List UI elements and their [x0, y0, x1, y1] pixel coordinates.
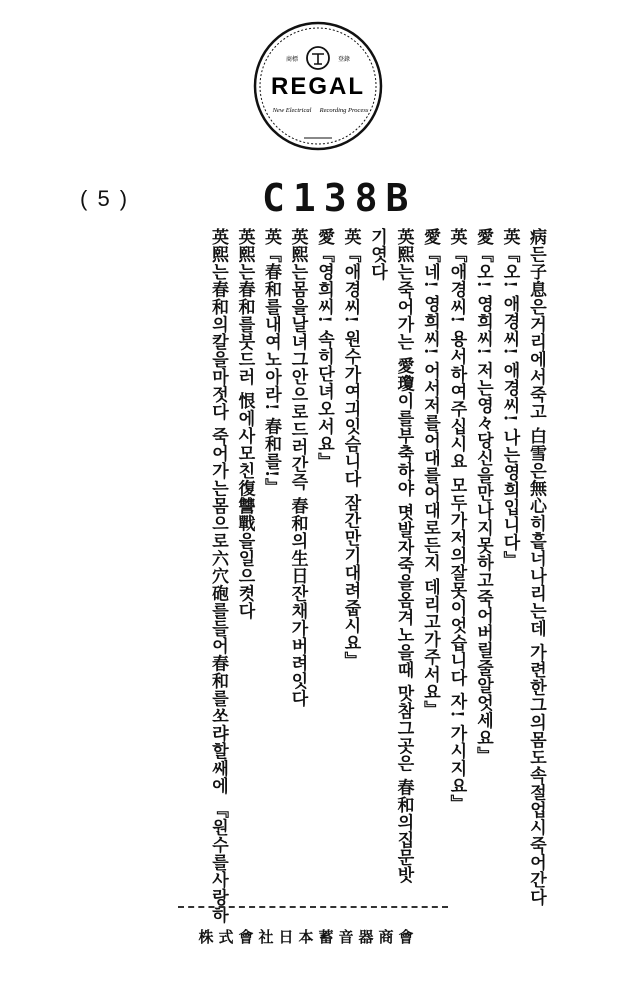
footer-company: 株式會社日本蓄音器商會: [198, 928, 419, 946]
lyric-line: 愛『영희씨! 속히단녀오서요』: [314, 228, 334, 470]
regal-logo: [252, 20, 384, 152]
logo-brand: REGAL: [271, 73, 365, 100]
logo-small-right: 登錄: [337, 56, 351, 63]
lyric-line: 英熙는春和를붓드러 恨에사모친復讐戰을일으켯다: [234, 228, 255, 620]
lyric-line: 英『애경씨! 원수가여긔잇슴니다 잠간만기대려줍시요』: [340, 228, 361, 669]
logo-text-left: New Electrical: [272, 107, 312, 114]
page-number: ( 5 ): [80, 186, 130, 211]
lyrics-body: [205, 228, 550, 924]
lyric-line: 愛『네! 영희씨! 어서저를어대를어대로든지 데리고가주서요』: [420, 228, 440, 719]
footer-divider: [178, 906, 448, 908]
lyric-line: 기엿다: [367, 228, 387, 281]
lyric-line: 英『오! 애경씨! 애경씨! 나는영희입니다』: [499, 228, 520, 569]
lyric-line: 英熙는春和의칼을마젓다 죽어가는몸으로六穴砲를들어春和를쏘랴할쌔에 『원수를사랑하: [208, 228, 228, 924]
logo-small-left: 商標: [285, 56, 299, 63]
lyric-line: 愛『오! 영희씨! 저는영々당신을만나지못하고죽어버릴줄알엇세요』: [473, 228, 493, 765]
record-id: C138B: [262, 176, 417, 220]
lyric-line: 英『春和를내여노아라! 春和를!』: [261, 228, 281, 496]
lyric-line: 英『애경씨! 용서하여주십시요 모두가저의잘못이엇습니다 자! 가시지요』: [446, 228, 467, 813]
logo-text-right: Recording Process: [319, 107, 369, 114]
lyric-line: 英熙는죽어가는 愛瓊이를부축하야 몃발자죽을옴겨노을때 맛참그곳은 春和의집문밧: [393, 228, 414, 884]
lyric-line: 病든子息은거리에서죽고 白雪은無心히흩너나리는데 가련한그의몸도속절업시죽어간다: [526, 228, 546, 906]
lyric-line: 英熙는몸을날녀그안으로드러간즉 春和의生日잔채가버려잇다: [287, 228, 308, 707]
